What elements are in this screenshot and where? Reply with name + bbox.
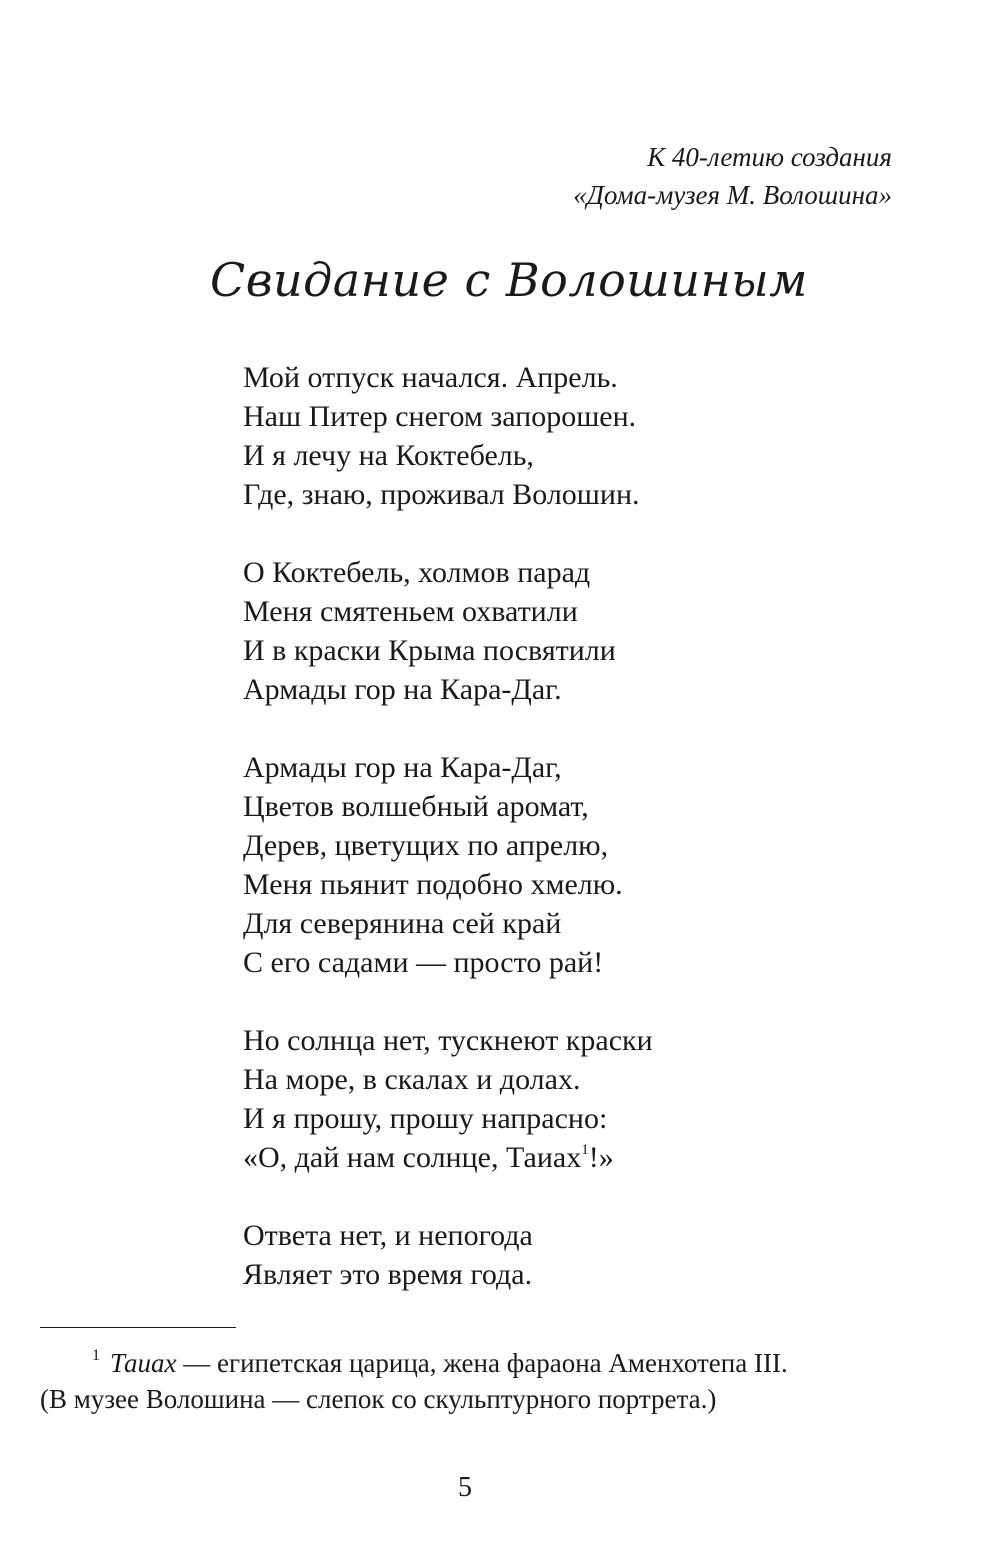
poem-line: Армады гор на Кара-Даг. — [243, 673, 562, 706]
poem-line: Меня смятеньем охватили — [243, 595, 578, 628]
epigraph-line: «Дома-музея М. Волошина» — [573, 180, 892, 210]
footnote-line: (В музее Волошина — слепок со скульптурного портрета.) — [40, 1384, 717, 1414]
stanza — [243, 1021, 653, 1177]
poem-line: Армады гор на Кара-Даг, — [243, 751, 562, 784]
poem-title: Свидание с Волошиным — [210, 253, 808, 307]
footnote — [40, 1345, 920, 1417]
poem-line: О Коктебель, холмов парад — [243, 556, 591, 589]
poem-body — [243, 358, 653, 1333]
poem-line: С его садами — просто рай! — [243, 946, 604, 979]
poem-line: Для северянина сей край — [243, 907, 562, 940]
poem-line-text: «О, дай нам солнце, Таиах — [243, 1141, 582, 1174]
stanza — [243, 358, 653, 514]
poem-line: Наш Питер снегом запорошен. — [243, 400, 637, 433]
footnote-line — [40, 1345, 920, 1381]
poem-line: Меня пьянит подобно хмелю. — [243, 868, 623, 901]
poem-line: Но солнца нет, тускнеют краски — [243, 1024, 653, 1057]
poem-line: На море, в скалах и долах. — [243, 1063, 581, 1096]
poem-line: И в краски Крыма посвятили — [243, 634, 616, 667]
poem-line: И я лечу на Коктебель, — [243, 439, 534, 472]
poem-line: И я прошу, прошу напрасно: — [243, 1102, 608, 1135]
poem-line: Мой отпуск начался. Апрель. — [243, 361, 618, 394]
poem-line-with-footnote — [243, 1138, 653, 1177]
stanza — [243, 1216, 653, 1294]
poem-line: Где, знаю, проживал Волошин. — [243, 478, 640, 511]
footnote-marker: 1 — [92, 1347, 100, 1364]
page-number: 5 — [458, 1472, 472, 1503]
poem-line: Цветов волшебный аромат, — [243, 790, 589, 823]
poem-line-text: !» — [588, 1141, 614, 1174]
poem-line: Являет это время года. — [243, 1258, 533, 1291]
epigraph — [573, 138, 892, 214]
epigraph-line: К 40-летию создания — [647, 142, 892, 172]
footnote-text: — египетская царица, жена фараона Аменхотепа III. — [176, 1348, 788, 1378]
stanza — [243, 553, 653, 709]
poem-line: Дерев, цветущих по апрелю, — [243, 829, 609, 862]
footnote-term: Таиах — [110, 1348, 177, 1378]
footnote-reference: 1 — [581, 1142, 589, 1158]
stanza — [243, 748, 653, 982]
poem-line: Ответа нет, и непогода — [243, 1219, 533, 1252]
footnote-separator — [40, 1327, 236, 1328]
